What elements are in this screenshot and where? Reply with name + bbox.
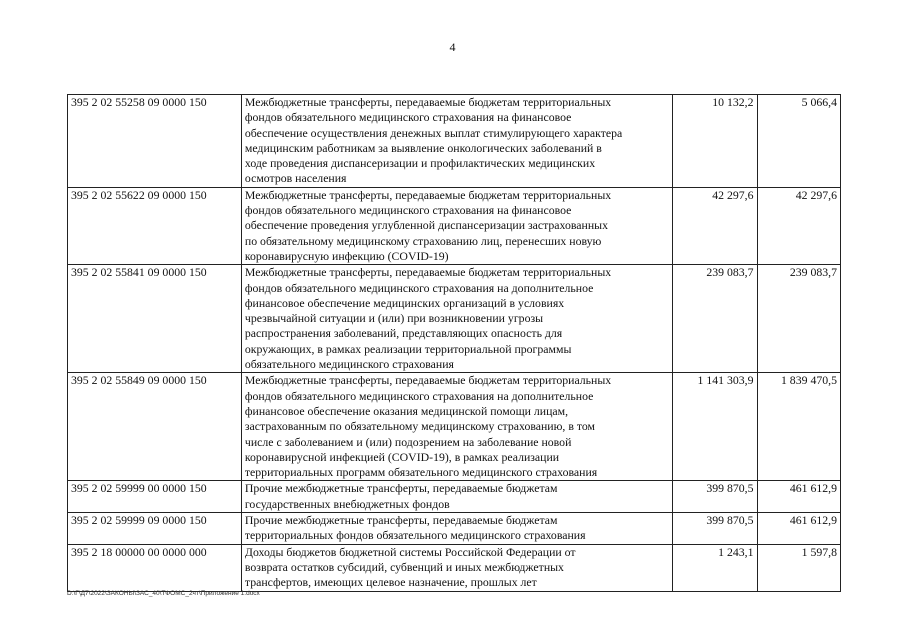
page-number: 4: [449, 40, 456, 54]
table-row: [68, 187, 841, 264]
amount-cell-2: 1 597,8: [757, 544, 840, 591]
amount-cell-2: 1 839 470,5: [757, 373, 840, 481]
budget-code-cell: 395 2 02 55849 09 0000 150: [68, 373, 242, 481]
description-cell: [241, 95, 672, 188]
amount-cell-2: 461 612,9: [757, 481, 840, 513]
table-row: [68, 265, 841, 373]
table-row: [68, 95, 841, 188]
file-path-footer: D:\Г\Д7\2022\ЗАКОНЫ\ЗАС_40\ТФОМС_2чт\Приложение 1.docx: [67, 590, 260, 597]
amount-cell-1: 42 297,6: [673, 187, 757, 264]
amount-cell-1: 10 132,2: [673, 95, 757, 188]
description-cell: [241, 187, 672, 264]
budget-code-cell: 395 2 02 59999 09 0000 150: [68, 513, 242, 545]
description-line: Доходы бюджетов бюджетной системы Российской Федерации от: [244, 544, 576, 559]
description-line: финансовое обеспечение оказания медицинской помощи лицам,: [244, 403, 569, 418]
description-line: коронавирусную инфекцию (COVID-19): [244, 248, 449, 263]
budget-code-cell: 395 2 18 00000 00 0000 000: [68, 544, 242, 591]
description-line: территориальных фондов обязательного медицинского страхования: [244, 528, 586, 543]
description-line: распространения заболеваний, представляющих опасность для: [244, 326, 563, 341]
description-cell: [241, 544, 672, 591]
description-line: Прочие межбюджетные трансферты, передаваемые бюджетам: [244, 481, 558, 496]
description-line: фондов обязательного медицинского страхования на дополнительное: [244, 388, 594, 403]
description-line: Межбюджетные трансферты, передаваемые бюджетам территориальных: [244, 95, 612, 109]
description-line: Межбюджетные трансферты, передаваемые бюджетам территориальных: [244, 187, 612, 202]
budget-code-cell: 395 2 02 59999 00 0000 150: [68, 481, 242, 513]
description-line: возврата остатков субсидий, субвенций и иных межбюджетных: [244, 559, 564, 574]
description-cell: [241, 481, 672, 513]
table-row: [68, 481, 841, 513]
description-line: по обязательному медицинскому страхованию лиц, перенесших новую: [244, 233, 602, 248]
description-line: обеспечение проведения углубленной диспансеризации застрахованных: [244, 218, 608, 233]
description-line: обязательного медицинского страхования: [244, 357, 454, 372]
description-line: территориальных программ обязательного медицинского страхования: [244, 465, 598, 480]
budget-code-cell: 395 2 02 55258 09 0000 150: [68, 95, 242, 188]
description-cell: [241, 265, 672, 373]
description-line: обеспечение осуществления денежных выплат стимулирующего характера: [244, 125, 623, 140]
budget-table-body: [68, 95, 841, 592]
amount-cell-2: 42 297,6: [757, 187, 840, 264]
description-line: окружающих, в рамках реализации территориальной программы: [244, 341, 572, 356]
description-line: застрахованным по обязательному медицинскому страхованию, в том: [244, 419, 595, 434]
amount-cell-1: 239 083,7: [673, 265, 757, 373]
amount-cell-2: 239 083,7: [757, 265, 840, 373]
description-line: трансфертов, имеющих целевое назначение, прошлых лет: [244, 575, 537, 590]
description-line: фондов обязательного медицинского страхования на финансовое: [244, 110, 572, 125]
description-line: медицинским работникам за выявление онкологических заболеваний в: [244, 140, 602, 155]
description-line: Прочие межбюджетные трансферты, передаваемые бюджетам: [244, 513, 558, 528]
description-line: числе с заболеванием и (или) подозрением на заболевание новой: [244, 434, 572, 449]
budget-code-cell: 395 2 02 55841 09 0000 150: [68, 265, 242, 373]
description-line: осмотров населения: [244, 171, 347, 186]
description-line: Межбюджетные трансферты, передаваемые бюджетам территориальных: [244, 265, 612, 280]
amount-cell-1: 1 243,1: [673, 544, 757, 591]
amount-cell-2: 5 066,4: [757, 95, 840, 188]
description-line: фондов обязательного медицинского страхования на дополнительное: [244, 280, 594, 295]
table-row: [68, 513, 841, 545]
amount-cell-1: 399 870,5: [673, 481, 757, 513]
description-line: финансовое обеспечение медицинских организаций в условиях: [244, 295, 565, 310]
description-line: государственных внебюджетных фондов: [244, 496, 450, 511]
table-row: [68, 373, 841, 481]
amount-cell-1: 399 870,5: [673, 513, 757, 545]
budget-code-cell: 395 2 02 55622 09 0000 150: [68, 187, 242, 264]
description-cell: [241, 373, 672, 481]
amount-cell-2: 461 612,9: [757, 513, 840, 545]
description-line: ходе проведения диспансеризации и профилактических медицинских: [244, 156, 596, 171]
description-line: коронавирусной инфекцией (COVID-19), в рамках реализации: [244, 449, 560, 464]
description-line: фондов обязательного медицинского страхования на финансовое: [244, 203, 572, 218]
description-line: Межбюджетные трансферты, передаваемые бюджетам территориальных: [244, 373, 612, 388]
description-cell: [241, 513, 672, 545]
amount-cell-1: 1 141 303,9: [673, 373, 757, 481]
description-line: чрезвычайной ситуации и (или) при возникновении угрозы: [244, 311, 544, 326]
budget-table: [67, 94, 841, 592]
table-row: [68, 544, 841, 591]
